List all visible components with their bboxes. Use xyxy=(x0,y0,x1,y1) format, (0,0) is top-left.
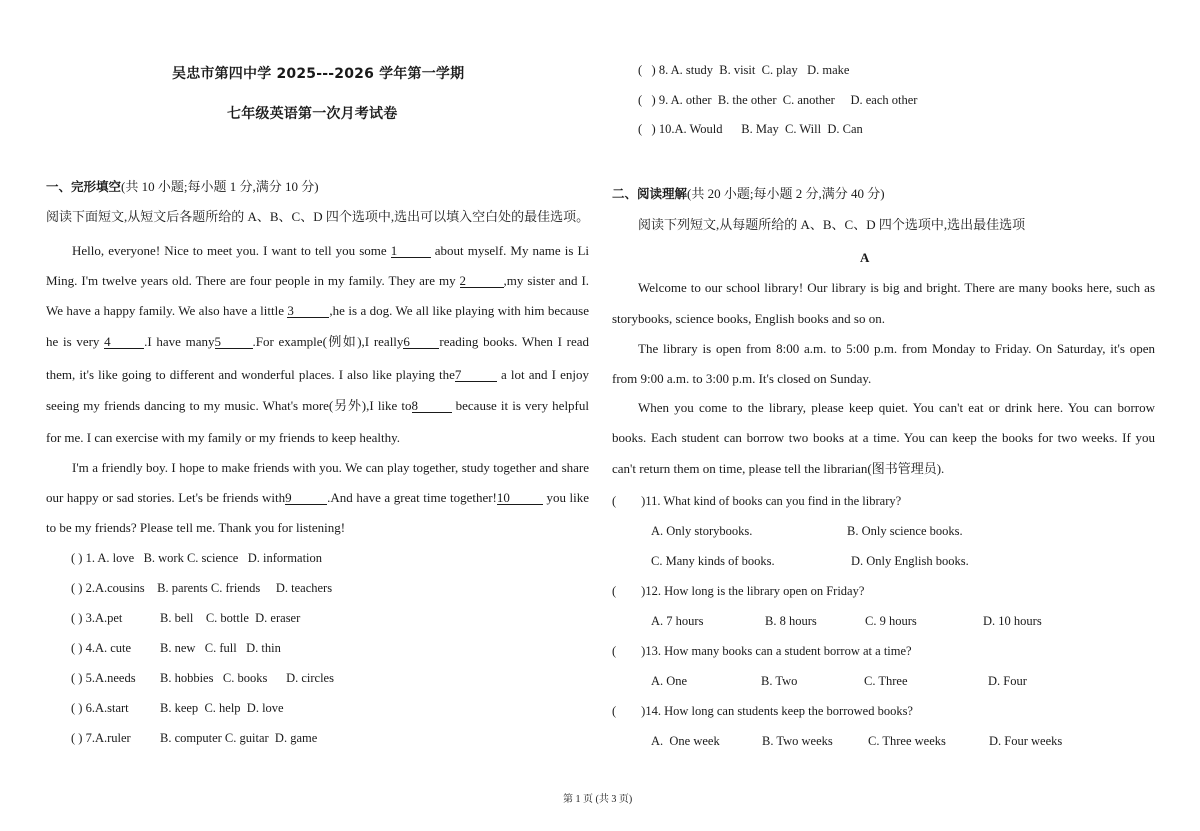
q13-option-a[interactable]: A. One xyxy=(651,674,688,688)
exam-title-school: 吴忠市第四中学 2025---2026 学年第一学期 xyxy=(172,66,465,82)
reading-text: books. Each student can borrow two books at a time. You can keep the books for two weeks. If you xyxy=(612,430,1155,445)
q12-option-d[interactable]: D. 10 hours xyxy=(983,614,1042,628)
question-number: ( ) 2.A.cousins xyxy=(71,581,145,595)
reading-text: Welcome to our school library! Our library is big and bright. There are many books here, such as xyxy=(638,280,1155,295)
question-number: ( ) 3.A.pet xyxy=(71,611,123,625)
blank-3[interactable]: 3 xyxy=(287,304,329,318)
passage-text: them, it's like going to different and wonderful places. I also like playing the xyxy=(46,367,455,382)
option: D. eraser xyxy=(255,611,301,625)
passage-line-8 xyxy=(46,460,589,475)
cloze-question-1[interactable] xyxy=(71,551,322,566)
page-number: 第 1 页 (共 3 页) xyxy=(563,794,633,805)
option: B. computer C. guitar xyxy=(160,731,269,745)
passage-line-1 xyxy=(46,243,589,258)
section2-heading xyxy=(612,183,885,202)
section1-heading xyxy=(46,176,319,195)
reading-line-3 xyxy=(612,341,1155,356)
passage-text: ,my sister and I. xyxy=(503,273,589,288)
option: D. information xyxy=(247,551,323,565)
passage-line-5 xyxy=(46,367,589,382)
passage-text: Ming. I'm twelve years old. There are four people in my family. They are my xyxy=(46,273,456,288)
passage-text: you like xyxy=(546,490,589,505)
cloze-question-6[interactable] xyxy=(71,701,284,716)
cloze-question-8[interactable]: ( ) 8. A. study B. visit C. play D. make xyxy=(638,63,850,77)
blank-8[interactable]: 8 xyxy=(412,399,452,413)
q13-option-c[interactable]: C. Three xyxy=(864,674,908,688)
exam-title-subject: 七年级英语第一次月考试卷 xyxy=(227,106,398,122)
blank-7[interactable]: 7 xyxy=(455,368,497,382)
option: C. books xyxy=(222,671,268,685)
reading-question-14[interactable]: ( )14. How long can students keep the borrowed books? xyxy=(612,704,913,718)
q14-option-a[interactable]: A. One week xyxy=(651,734,720,748)
q13-option-b[interactable]: B. Two xyxy=(761,674,798,688)
passage-text: seeing my friends dancing to my music. What's more(另外),I like to xyxy=(46,398,412,413)
question-number: ( ) 5.A.needs xyxy=(71,671,136,685)
section1-title: 一、完形填空 xyxy=(46,179,122,194)
cloze-question-4[interactable] xyxy=(71,641,281,656)
passage-text: our happy or sad stories. Let's be friends with xyxy=(46,490,286,505)
reading-line-2: storybooks, science books, English books and so on. xyxy=(612,311,885,326)
cloze-question-3[interactable] xyxy=(71,611,300,626)
blank-2[interactable]: 2 xyxy=(460,274,504,288)
question-number: ( ) 4.A. cute xyxy=(71,641,132,655)
option: D. game xyxy=(274,731,318,745)
blank-10[interactable]: 10 xyxy=(497,491,543,505)
option: D. teachers xyxy=(275,581,333,595)
blank-4[interactable]: 4 xyxy=(104,335,144,349)
reading-line-1 xyxy=(612,280,1155,295)
q11-option-c[interactable]: C. Many kinds of books. xyxy=(651,554,775,568)
option: B. parents C. friends xyxy=(157,581,261,595)
passage-text: .For example(例如),I really xyxy=(252,334,404,349)
option: D. love xyxy=(246,701,284,715)
passage-text: reading books. When I read xyxy=(439,334,589,349)
passage-label: A xyxy=(860,250,870,265)
option: C. full xyxy=(204,641,237,655)
passage-line-9 xyxy=(46,490,589,505)
option: B. keep xyxy=(160,701,199,715)
question-number: ( ) 7.A.ruler xyxy=(71,731,131,745)
blank-6[interactable]: 6 xyxy=(403,335,439,349)
q12-option-a[interactable]: A. 7 hours xyxy=(651,614,704,628)
option: B. bell xyxy=(160,611,194,625)
reading-text: The library is open from 8:00 a.m. to 5:00 p.m. from Monday to Friday. On Saturday, it's open xyxy=(638,341,1155,356)
q13-option-d[interactable]: D. Four xyxy=(988,674,1027,688)
q12-option-c[interactable]: C. 9 hours xyxy=(865,614,917,628)
section2-note: (共 20 小题;每小题 2 分,满分 40 分) xyxy=(687,186,885,201)
option: B. hobbies xyxy=(160,671,214,685)
passage-text: because it is very helpful xyxy=(455,398,589,413)
option: C. bottle xyxy=(205,611,249,625)
reading-line-7: can't return them on time, please tell the librarian(图书管理员). xyxy=(612,461,945,476)
section1-note: (共 10 小题;每小题 1 分,满分 10 分) xyxy=(121,179,319,194)
cloze-question-2[interactable] xyxy=(71,581,332,596)
cloze-question-5[interactable] xyxy=(71,671,334,686)
reading-line-6 xyxy=(612,430,1155,445)
option: C. help xyxy=(204,701,241,715)
passage-text: Hello, everyone! Nice to meet you. I want to tell you some xyxy=(72,243,387,258)
q11-option-d[interactable]: D. Only English books. xyxy=(851,554,969,568)
passage-text: a lot and I enjoy xyxy=(501,367,589,382)
section2-instruction: 阅读下列短文,从每题所给的 A、B、C、D 四个选项中,选出最佳选项 xyxy=(638,217,1026,232)
question-number: ( ) 1. A. love xyxy=(71,551,135,565)
passage-text: .And have a great time together! xyxy=(327,490,497,505)
section1-instruction: 阅读下面短文,从短文后各题所给的 A、B、C、D 四个选项中,选出可以填入空白处的最佳选项。 xyxy=(46,209,590,224)
reading-line-5 xyxy=(612,400,1155,415)
section2-title: 二、阅读理解 xyxy=(612,186,688,201)
passage-text: ,he is a dog. We all like playing with him because xyxy=(329,303,589,318)
q11-option-b[interactable]: B. Only science books. xyxy=(847,524,963,538)
reading-line-4: from 9:00 a.m. to 3:00 p.m. It's closed on Sunday. xyxy=(612,371,872,386)
passage-text: about myself. My name is Li xyxy=(434,243,589,258)
passage-text: We have a happy family. We also have a little xyxy=(46,303,284,318)
option: B. work C. science xyxy=(143,551,239,565)
passage-text: I'm a friendly boy. I hope to make friends with you. We can play together, study together and share xyxy=(72,460,589,475)
passage-line-3 xyxy=(46,303,589,318)
blank-1[interactable]: 1 xyxy=(391,244,431,258)
option: D. circles xyxy=(286,671,334,685)
q14-option-d[interactable]: D. Four weeks xyxy=(989,734,1063,748)
q14-option-c[interactable]: C. Three weeks xyxy=(868,734,946,748)
reading-question-11[interactable]: ( )11. What kind of books can you find in the library? xyxy=(612,494,902,508)
blank-9[interactable]: 9 xyxy=(285,491,327,505)
passage-line-7: for me. I can exercise with my family or my friends to keep healthy. xyxy=(46,430,401,445)
passage-text: he is very xyxy=(46,334,100,349)
cloze-question-10[interactable]: ( ) 10.A. Would B. May C. Will D. Can xyxy=(638,122,863,136)
passage-line-2 xyxy=(46,273,589,288)
q12-option-b[interactable]: B. 8 hours xyxy=(765,614,817,628)
q14-option-b[interactable]: B. Two weeks xyxy=(762,734,833,748)
passage-line-10: to be my friends? Please tell me. Thank you for listening! xyxy=(46,520,346,535)
cloze-question-7[interactable] xyxy=(71,731,317,746)
cloze-question-9[interactable]: ( ) 9. A. other B. the other C. another D. each other xyxy=(638,93,918,107)
passage-line-6 xyxy=(46,398,589,413)
reading-text: When you come to the library, please keep quiet. You can't eat or drink here. You can borrow xyxy=(638,400,1155,415)
passage-text: .I have many xyxy=(144,334,215,349)
q11-option-a[interactable]: A. Only storybooks. xyxy=(651,524,753,538)
question-number: ( ) 6.A.start xyxy=(71,701,129,715)
blank-5[interactable]: 5 xyxy=(215,335,253,349)
option: B. new xyxy=(160,641,196,655)
passage-line-4 xyxy=(46,334,589,349)
reading-question-13[interactable]: ( )13. How many books can a student borrow at a time? xyxy=(612,644,912,658)
reading-question-12[interactable]: ( )12. How long is the library open on Friday? xyxy=(612,584,865,598)
option: D. thin xyxy=(246,641,281,655)
